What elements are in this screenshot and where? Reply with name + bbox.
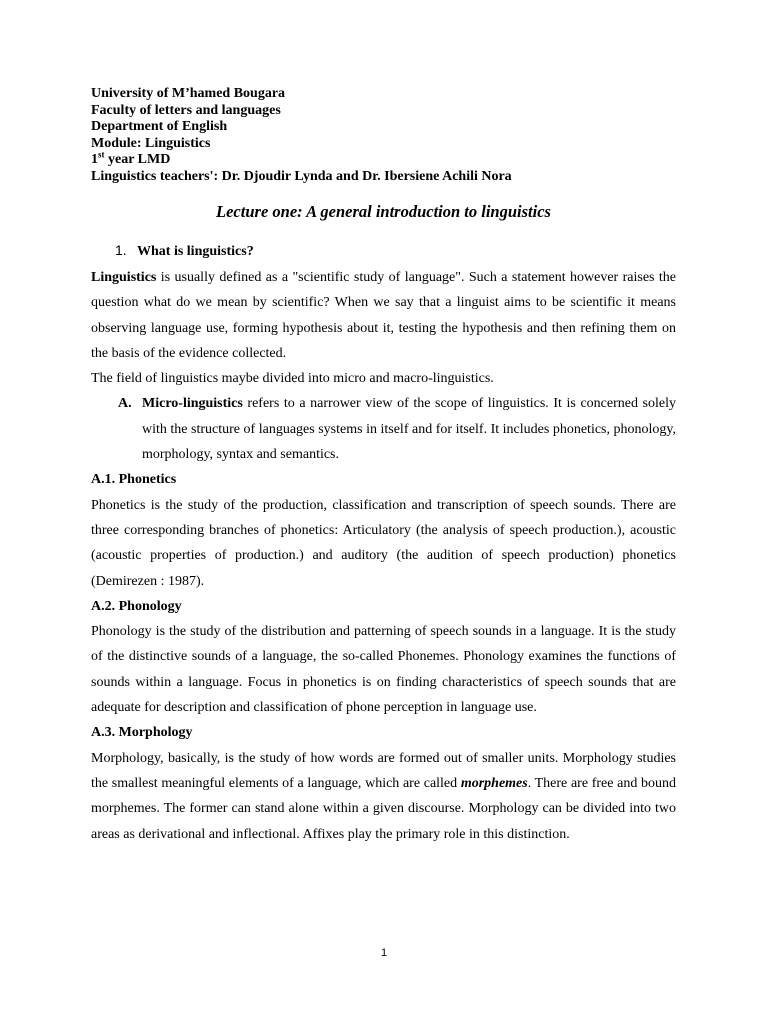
lecture-title: Lecture one: A general introduction to linguistics <box>216 202 551 221</box>
year-label: 1st year LMD <box>91 149 171 167</box>
heading-morphology: A.3. Morphology <box>91 725 193 741</box>
term-morphemes: morphemes <box>460 775 528 791</box>
heading-phonology: A.2. Phonology <box>91 598 182 614</box>
paragraph-phonology: Phonology is the study of the distribution and patterning of speech sounds in a language. It is the study of the distinctive sounds of a language, the so-called Phonemes. Phonology examines the functions of sounds within a language. Focus in phonetics is on finding characteristics of speech sounds that are adequate for description and classification of phone perception in language use. <box>91 624 676 716</box>
page-number: 1 <box>380 947 388 959</box>
list-item-micro-linguistics: A. Micro-linguistics refers to a narrower view of the scope of linguistics. It is concerned solely with the structure of languages systems in itself and for itself. It includes phonetics, phonology, morphology, syntax and semantics. <box>91 391 676 467</box>
department-name: Department of English <box>91 119 228 134</box>
paragraph-phonetics: Phonetics is the study of the production, classification and transcription of speech sounds. There are three corresponding branches of phonetics: Articulatory (the analysis of speech production.), acoustic (acoustic properties of production.) and auditory (the audition of speech production) phonetics (Demirezen : 1987). <box>91 497 676 589</box>
section-number: 1. <box>115 242 127 258</box>
faculty-name: Faculty of letters and languages <box>91 102 281 118</box>
teachers-line: Linguistics teachers': Dr. Djoudir Lynda and Dr. Ibersiene Achili Nora <box>91 168 512 184</box>
university-name: University of M’hamed Bougara <box>91 86 286 101</box>
paragraph-definition: Linguistics is usually defined as a "scientific study of language". Such a statement however raises the question what do we mean by scientific? When we say that a linguist aims to be scientific it means observing language use, forming hypothesis about it, testing the hypothesis and then refining them on the basis of the evidence collected. <box>91 270 676 361</box>
module-name: Module: Linguistics <box>91 135 211 151</box>
section-heading-what-is-linguistics: 1. What is linguistics? <box>115 242 254 259</box>
list-marker: A. <box>118 396 132 412</box>
paragraph-morphology: Morphology, basically, is the study of how words are formed out of smaller units. Morphology studies the smallest meaningful elements of a language, which are called morphemes. There are free and bound morphemes. The former can stand alone within a given discourse. Morphology can be divided into two areas as derivational and inflectional. Affixes play the primary role in this distinction. <box>91 750 677 842</box>
heading-phonetics: A.1. Phonetics <box>91 472 177 488</box>
document-page <box>91 86 676 847</box>
paragraph-field-division: The field of linguistics maybe divided into micro and macro-linguistics. <box>91 371 494 387</box>
